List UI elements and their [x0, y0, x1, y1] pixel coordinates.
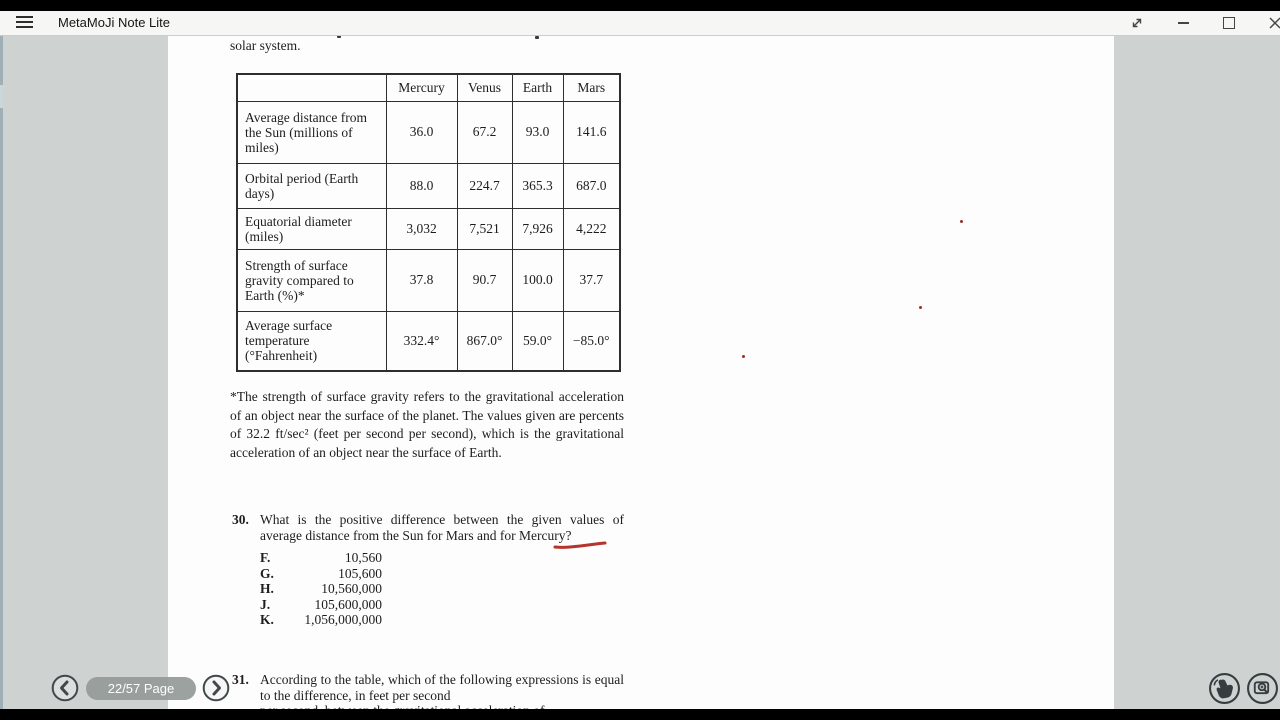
resize-window-icon[interactable]	[1122, 11, 1152, 34]
table-row-label: Average distance from the Sun (millions of miles)	[237, 101, 386, 163]
answer-options	[260, 550, 624, 628]
table-cell: 36.0	[386, 101, 457, 163]
red-ink-dot	[960, 220, 963, 223]
table-cell: 100.0	[512, 249, 563, 311]
table-row-label: Strength of surface gravity compared to Earth (%)*	[237, 249, 386, 311]
table-cell: 224.7	[457, 163, 512, 208]
table-cell: 37.8	[386, 249, 457, 311]
titlebar	[0, 11, 1280, 36]
top-black-bar	[0, 0, 1280, 11]
table-corner-cell	[237, 74, 386, 101]
table-cell: 7,521	[457, 208, 512, 249]
table-col-header: Earth	[512, 74, 563, 101]
red-ink-dot	[742, 355, 745, 358]
minimize-icon[interactable]	[1168, 11, 1198, 34]
question-text: According to the table, which of the following expressions is equal to the difference, in feet per second	[260, 672, 624, 703]
table-row-label: Average surface temperature (°Fahrenheit)	[237, 311, 386, 371]
red-underline-annotation	[553, 539, 607, 551]
table-cell: 59.0°	[512, 311, 563, 371]
close-icon[interactable]	[1260, 11, 1280, 34]
table-cell: 4,222	[563, 208, 620, 249]
table-cell: 332.4°	[386, 311, 457, 371]
table-cell: 37.7	[563, 249, 620, 311]
answer-option: J. 105,600,000	[260, 596, 382, 612]
magnifier-plus-icon	[1246, 672, 1279, 705]
table-cell: 687.0	[563, 163, 620, 208]
answer-option: H. 10,560,000	[260, 581, 382, 597]
red-ink-dot	[919, 306, 922, 309]
table-cell: 67.2	[457, 101, 512, 163]
table-cell: 867.0°	[457, 311, 512, 371]
table-cell: 365.3	[512, 163, 563, 208]
intro-line: solar system.	[230, 38, 301, 53]
table-footnote: *The strength of surface gravity refers to the gravitational acceleration of an object near the surface of the planet. The values given are percents of 32.2 ft/sec² (feet per second per second), which is the gravitational acceleration of an object near the surface of Earth.	[230, 389, 624, 460]
zoom-window-button[interactable]	[1246, 672, 1279, 705]
touch-mode-button[interactable]	[1208, 672, 1241, 705]
question-number: 30.	[232, 512, 249, 527]
previous-page-button[interactable]	[51, 674, 79, 702]
table-cell: 7,926	[512, 208, 563, 249]
page-indicator[interactable]: 22/57 Page	[86, 677, 196, 700]
answer-option: F. 10,560	[260, 550, 382, 566]
question-30	[230, 512, 624, 628]
table-col-header: Venus	[457, 74, 512, 101]
table-cell: 141.6	[563, 101, 620, 163]
table-col-header: Mars	[563, 74, 620, 101]
note-canvas	[0, 35, 1280, 709]
table-cell: 93.0	[512, 101, 563, 163]
question-text: What is the positive difference between the given values of average distance from the Sun for Mars and for Mercury?	[260, 512, 624, 543]
document-page[interactable]	[168, 35, 1114, 709]
table-cell: 90.7	[457, 249, 512, 311]
table-cell: −85.0°	[563, 311, 620, 371]
table-cell: 88.0	[386, 163, 457, 208]
table-col-header: Mercury	[386, 74, 457, 101]
table-row-label: Equatorial diameter (miles)	[237, 208, 386, 249]
answer-option: G. 105,600	[260, 565, 382, 581]
table-row-label: Orbital period (Earth days)	[237, 163, 386, 208]
next-page-button[interactable]	[202, 674, 230, 702]
answer-option: K. 1,056,000,000	[260, 612, 382, 628]
table-cell: 3,032	[386, 208, 457, 249]
clipped-text-fragment	[535, 36, 539, 39]
left-edge-strip	[0, 35, 3, 709]
maximize-icon[interactable]	[1214, 11, 1244, 34]
question-number: 31.	[232, 672, 249, 687]
bottom-black-bar	[0, 709, 1280, 720]
pointing-hand-icon	[1208, 672, 1241, 705]
app-title: MetaMoJi Note Lite	[58, 15, 170, 30]
planet-data-table	[236, 73, 621, 372]
menu-icon[interactable]	[16, 16, 36, 31]
